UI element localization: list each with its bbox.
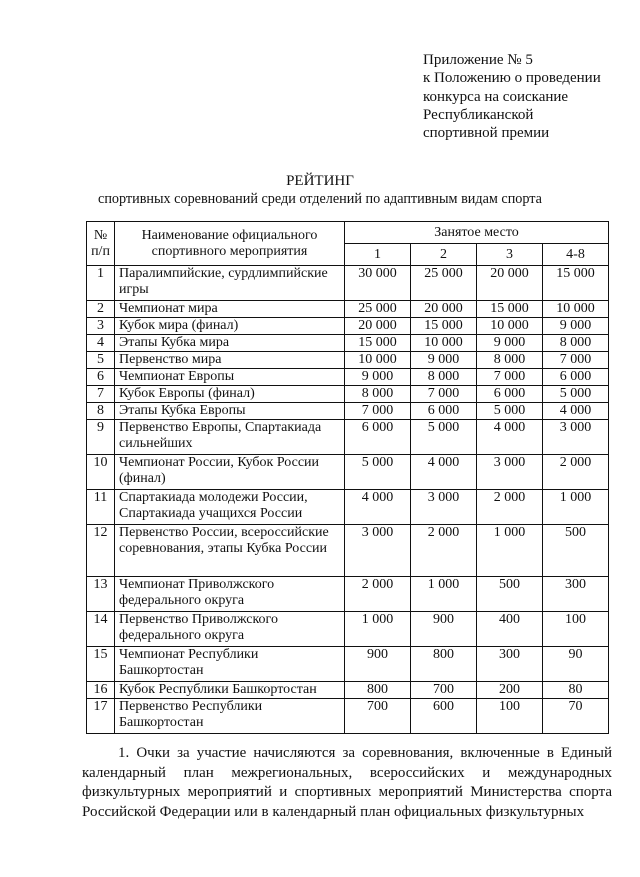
table-row [87,612,609,647]
points-value: 1 000 [411,577,477,612]
table-row [87,525,609,577]
points-value: 20 000 [345,318,411,335]
points-value: 8 000 [543,335,609,352]
document-title [0,172,640,208]
points-value: 400 [477,612,543,647]
table-row [87,352,609,369]
points-value: 4 000 [345,490,411,525]
points-value: 900 [411,612,477,647]
points-value: 4 000 [477,420,543,455]
event-name: Чемпионат Приволжского федерального округа [115,577,345,612]
points-value: 15 000 [543,266,609,301]
points-value: 7 000 [345,403,411,420]
event-name: Первенство России, всероссийские соревнования, этапы Кубка России [115,525,345,577]
points-value: 700 [345,699,411,734]
points-value: 90 [543,647,609,682]
points-value: 9 000 [345,369,411,386]
rating-table [86,221,609,734]
points-value: 20 000 [477,266,543,301]
row-number: 4 [87,335,115,352]
points-value: 70 [543,699,609,734]
table-row [87,266,609,301]
points-value: 10 000 [543,301,609,318]
event-name: Первенство Республики Башкортостан [115,699,345,734]
event-name: Паралимпийские, сурдлимпийские игры [115,266,345,301]
points-value: 900 [345,647,411,682]
header-place-2: 2 [411,244,477,266]
header-place-3: 3 [477,244,543,266]
table-row [87,369,609,386]
event-name: Чемпионат Республики Башкортостан [115,647,345,682]
points-value: 5 000 [477,403,543,420]
points-value: 3 000 [411,490,477,525]
points-value: 3 000 [477,455,543,490]
row-number: 17 [87,699,115,734]
points-value: 10 000 [477,318,543,335]
table-row [87,403,609,420]
points-value: 5 000 [543,386,609,403]
header-number: № п/п [87,222,115,266]
points-value: 15 000 [345,335,411,352]
row-number: 2 [87,301,115,318]
event-name: Кубок Европы (финал) [115,386,345,403]
points-value: 20 000 [411,301,477,318]
row-number: 15 [87,647,115,682]
points-value: 6 000 [477,386,543,403]
points-value: 9 000 [543,318,609,335]
table-row [87,318,609,335]
footnote [82,744,612,822]
row-number: 1 [87,266,115,301]
points-value: 15 000 [477,301,543,318]
row-number: 6 [87,369,115,386]
row-number: 3 [87,318,115,335]
row-number: 10 [87,455,115,490]
header-place-4-8: 4-8 [543,244,609,266]
points-value: 9 000 [477,335,543,352]
event-name: Первенство мира [115,352,345,369]
points-value: 1 000 [345,612,411,647]
points-value: 3 000 [543,420,609,455]
event-name: Этапы Кубка Европы [115,403,345,420]
points-value: 8 000 [411,369,477,386]
table-body [87,266,609,734]
row-number: 14 [87,612,115,647]
points-value: 2 000 [411,525,477,577]
header-place-1: 1 [345,244,411,266]
points-value: 1 000 [543,490,609,525]
points-value: 4 000 [411,455,477,490]
table-row [87,647,609,682]
table-row [87,682,609,699]
points-value: 7 000 [543,352,609,369]
points-value: 500 [543,525,609,577]
event-name: Чемпионат России, Кубок России (финал) [115,455,345,490]
annex-line: Приложение № 5 [423,52,533,68]
event-name: Первенство Приволжского федерального округа [115,612,345,647]
points-value: 2 000 [477,490,543,525]
annex-line: Республиканской [423,106,534,123]
points-value: 25 000 [411,266,477,301]
annex-line: к Положению о проведении [423,70,601,87]
table-row [87,455,609,490]
points-value: 7 000 [477,369,543,386]
header-event-name: Наименование официального спортивного мероприятия [115,222,345,266]
points-value: 8 000 [345,386,411,403]
title-main: РЕЙТИНГ [286,173,354,189]
points-value: 500 [477,577,543,612]
table-row [87,420,609,455]
points-value: 100 [477,699,543,734]
row-number: 7 [87,386,115,403]
event-name: Первенство Европы, Спартакиада сильнейших [115,420,345,455]
points-value: 8 000 [477,352,543,369]
points-value: 2 000 [543,455,609,490]
points-value: 5 000 [345,455,411,490]
title-subtitle: спортивных соревнований среди отделений по адаптивным видам спорта [98,191,542,207]
points-value: 300 [477,647,543,682]
points-value: 2 000 [345,577,411,612]
points-value: 100 [543,612,609,647]
points-value: 800 [411,647,477,682]
event-name: Этапы Кубка мира [115,335,345,352]
points-value: 5 000 [411,420,477,455]
table-row [87,301,609,318]
points-value: 80 [543,682,609,699]
table-row [87,577,609,612]
table-row [87,699,609,734]
points-value: 3 000 [345,525,411,577]
table-row [87,490,609,525]
points-value: 15 000 [411,318,477,335]
points-value: 200 [477,682,543,699]
points-value: 9 000 [411,352,477,369]
row-number: 8 [87,403,115,420]
row-number: 9 [87,420,115,455]
points-value: 10 000 [411,335,477,352]
footnote-paragraph: 1. Очки за участие начисляются за соревнования, включенные в Единый календарный план межрегиональных, всероссийских и международных физкультурных мероприятий и спортивных мероприятий Министерства спорта Российской Федерации или в календарный план официальных физкультурных [82,745,612,820]
row-number: 16 [87,682,115,699]
points-value: 1 000 [477,525,543,577]
points-value: 4 000 [543,403,609,420]
row-number: 12 [87,525,115,577]
points-value: 800 [345,682,411,699]
row-number: 13 [87,577,115,612]
annex-line: спортивной премии [423,125,550,142]
event-name: Чемпионат мира [115,301,345,318]
header-place: Занятое место [345,222,609,244]
points-value: 600 [411,699,477,734]
points-value: 7 000 [411,386,477,403]
row-number: 11 [87,490,115,525]
points-value: 700 [411,682,477,699]
table-row [87,335,609,352]
event-name: Кубок Республики Башкортостан [115,682,345,699]
points-value: 6 000 [345,420,411,455]
points-value: 30 000 [345,266,411,301]
table-row [87,386,609,403]
annex-block [423,51,601,142]
points-value: 300 [543,577,609,612]
event-name: Кубок мира (финал) [115,318,345,335]
annex-line: конкурса на соискание [423,88,569,105]
event-name: Чемпионат Европы [115,369,345,386]
row-number: 5 [87,352,115,369]
points-value: 25 000 [345,301,411,318]
points-value: 10 000 [345,352,411,369]
points-value: 6 000 [411,403,477,420]
points-value: 6 000 [543,369,609,386]
event-name: Спартакиада молодежи России, Спартакиада учащихся России [115,490,345,525]
